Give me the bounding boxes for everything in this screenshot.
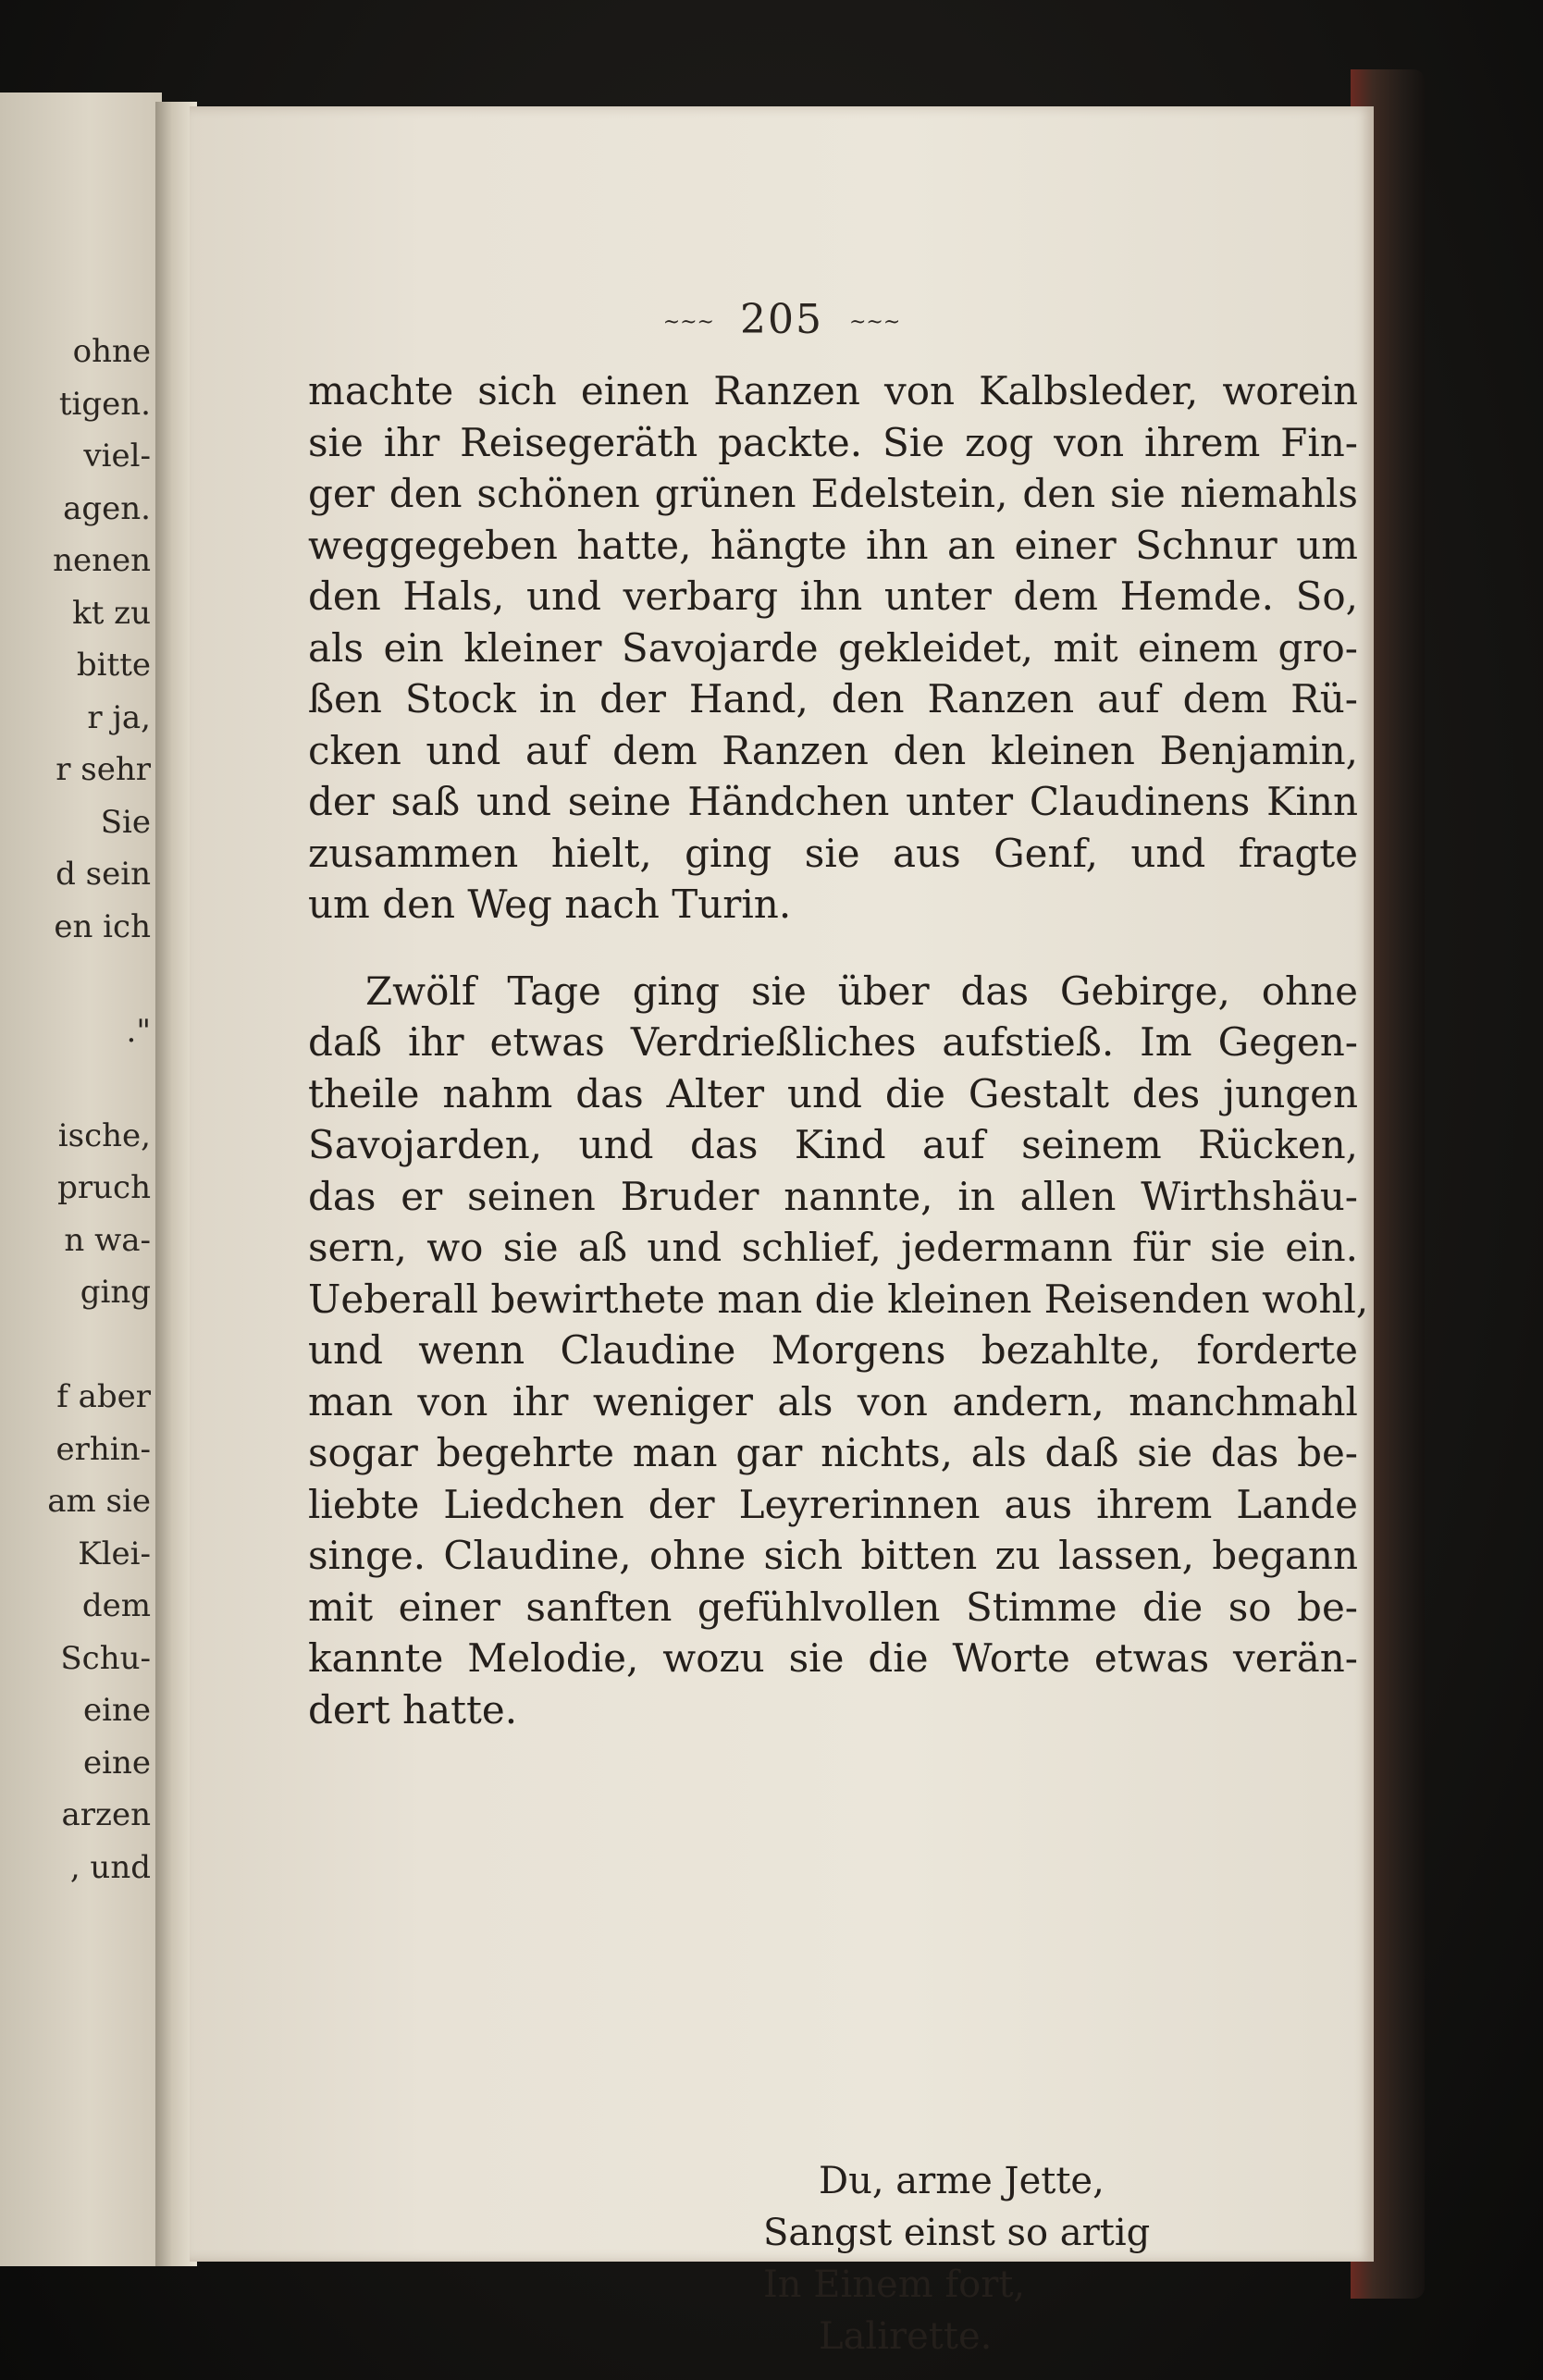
left-page-fragment: ging <box>80 1274 151 1311</box>
verse-line: Sangst einst so artig <box>763 2212 1151 2254</box>
text-line: Savojarden, und das Kind auf seinem Rücken, <box>308 1122 1358 1167</box>
text-line: ger den schönen grünen Edelstein, den sie niemahls <box>308 471 1358 516</box>
left-page-fragment: viel- <box>83 438 151 475</box>
left-page-fragment: Sie <box>100 803 151 841</box>
text-line: mit einer sanften gefühlvollen Stimme die so be- <box>308 1584 1358 1630</box>
left-page-fragment: f aber <box>56 1378 151 1415</box>
text-line: cken und auf dem Ranzen den kleinen Benjamin, <box>308 727 1358 773</box>
text-line: das er seinen Bruder nannte, in allen Wirthshäu- <box>308 1173 1358 1219</box>
text-line: Ueberall bewirthete man die kleinen Reisenden wohl, <box>308 1276 1369 1322</box>
left-page-fragment: erhin- <box>56 1430 151 1468</box>
page-number: 205 <box>740 296 823 343</box>
left-page-fragment: eine <box>82 1744 151 1782</box>
body-text <box>308 365 1369 1735</box>
verse-line: Du, arme Jette, <box>819 2160 1105 2202</box>
left-page-fragment: ische, <box>57 1116 151 1154</box>
left-page-fragment: d sein <box>56 856 151 893</box>
left-page-fragment: Schu- <box>60 1639 151 1677</box>
text-line: den Hals, und verbarg ihn unter dem Hemde. So, <box>308 573 1358 619</box>
text-line: sern, wo sie aß und schlief, jedermann für sie ein. <box>308 1225 1358 1270</box>
header-ornament-right: ~~~ <box>848 311 901 334</box>
left-page-fragment: ." <box>126 1012 151 1050</box>
text-line: um den Weg nach Turin. <box>308 882 792 927</box>
text-line: man von ihr weniger als von andern, manchmahl <box>308 1378 1358 1424</box>
text-line: machte sich einen Ranzen von Kalbsleder, worein <box>308 368 1358 413</box>
left-page-fragment: pruch <box>57 1169 151 1206</box>
paragraph <box>308 365 1358 931</box>
left-page-fragment: bitte <box>76 647 151 684</box>
text-line: theile nahm das Alter und die Gestalt des jungen <box>308 1070 1358 1116</box>
text-line: und wenn Claudine Morgens bezahlte, forderte <box>308 1327 1358 1373</box>
left-page-fragment: arzen <box>61 1796 151 1833</box>
left-page-fragment: r ja, <box>87 698 151 736</box>
text-line: daß ihr etwas Verdrießliches aufstieß. Im Gegen- <box>308 1019 1358 1065</box>
text-line: ßen Stock in der Hand, den Ranzen auf dem Rü- <box>308 676 1358 721</box>
right-page <box>190 106 1374 2358</box>
left-page-fragment: Klei- <box>78 1535 151 1572</box>
text-line: Zwölf Tage ging sie über das Gebirge, ohne <box>365 968 1358 1014</box>
text-line: zusammen hielt, ging sie aus Genf, und fragte <box>308 830 1358 876</box>
text-line: sie ihr Reisegeräth packte. Sie zog von ihrem Fin- <box>308 419 1358 465</box>
text-line: weggegeben hatte, hängte ihn an einer Schnur um <box>308 522 1358 568</box>
left-page-edge <box>0 92 162 2266</box>
text-line: singe. Claudine, ohne sich bitten zu lassen, begann <box>308 1533 1358 1578</box>
paragraph <box>308 966 1369 1736</box>
page-header <box>190 296 1374 343</box>
text-line: dert hatte. <box>308 1686 518 1733</box>
text-line: sogar begehrte man gar nichts, als daß sie das be- <box>308 1430 1358 1475</box>
left-page-fragment: eine <box>82 1692 151 1729</box>
left-page-fragment: am sie <box>47 1483 151 1520</box>
paragraph-gap <box>308 931 1358 966</box>
text-line: liebte Liedchen der Leyrerinnen aus ihrem Lande <box>308 1481 1358 1527</box>
left-page-fragment: dem <box>81 1587 151 1624</box>
left-page-fragment: en ich <box>54 907 151 945</box>
text-line: kannte Melodie, wozu sie die Worte etwas verän- <box>308 1635 1358 1681</box>
left-page-fragment: tigen. <box>58 385 151 423</box>
left-page-fragment: agen. <box>63 489 151 527</box>
verse-line: In Einem fort, <box>763 2263 1026 2306</box>
left-page-fragment: nenen <box>53 542 151 579</box>
left-page-fragment: ohne <box>72 333 151 370</box>
left-page-fragment: r sehr <box>56 751 151 788</box>
left-page-fragment: n wa- <box>64 1221 151 1259</box>
verse-block <box>763 2155 1226 2362</box>
left-page-fragment: kt zu <box>72 594 151 632</box>
left-page-fragment: , und <box>69 1848 151 1886</box>
text-line: der saß und seine Händchen unter Claudinens Kinn <box>308 779 1358 824</box>
header-ornament-left: ~~~ <box>662 311 714 334</box>
text-line: als ein kleiner Savojarde gekleidet, mit einem gro- <box>308 624 1358 671</box>
verse-line: Lalirette. <box>819 2315 993 2358</box>
